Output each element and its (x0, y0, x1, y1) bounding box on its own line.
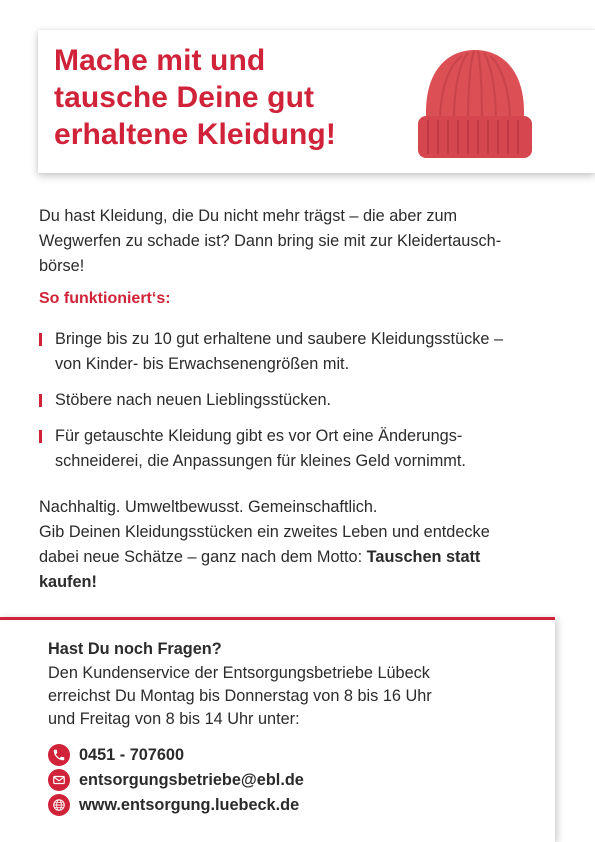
headline-line: erhaltene Kleidung! (54, 118, 336, 151)
contact-title: Hast Du noch Fragen? (48, 640, 222, 658)
outro-line: dabei neue Schätze – ganz nach dem Motto: (39, 548, 367, 566)
intro-line: Du hast Kleidung, die Du nicht mehr trägst – die aber zum (39, 207, 458, 225)
list-item (39, 327, 559, 377)
outro-line: Nachhaltig. Umweltbewusst. Gemeinschaftlich. (39, 498, 378, 516)
list-item (39, 388, 559, 413)
globe-icon (48, 794, 70, 816)
headline (54, 42, 414, 153)
step-line: von Kinder- bis Erwachsenengrößen mit. (55, 355, 350, 373)
contact-line: erreichst Du Montag bis Donnerstag von 8 bis 16 Uhr (48, 687, 432, 705)
bullet-marker-icon (39, 394, 42, 407)
phone-icon (48, 744, 70, 766)
headline-line: tausche Deine gut (54, 81, 315, 114)
step-line: schneiderei, die Anpassungen für kleines Geld vornimmt. (55, 452, 466, 470)
list-item (39, 424, 559, 474)
website-contact[interactable] (48, 794, 299, 816)
bullet-marker-icon (39, 333, 42, 346)
contact-box (0, 617, 555, 842)
step-line: Bringe bis zu 10 gut erhaltene und saubere Kleidungsstücke – (55, 330, 504, 348)
intro-line: Wegwerfen zu schade ist? Dann bring sie mit zur Kleidertausch- (39, 232, 502, 250)
email-link[interactable]: entsorgungsbetriebe@ebl.de (79, 770, 304, 789)
step-line: Für getauschte Kleidung gibt es vor Ort eine Änderungs- (55, 427, 463, 445)
contact-line: Den Kundenservice der Entsorgungsbetriebe Lübeck (48, 664, 430, 682)
phone-number[interactable]: 0451 - 707600 (79, 745, 185, 764)
email-contact[interactable] (48, 769, 304, 791)
bullet-marker-icon (39, 430, 42, 443)
website-link[interactable]: www.entsorgung.luebeck.de (79, 795, 300, 814)
outro-line: Gib Deinen Kleidungsstücken ein zweites Leben und entdecke (39, 523, 490, 541)
envelope-icon (48, 769, 70, 791)
steps-list (39, 327, 559, 485)
header-box (38, 30, 595, 173)
contact-text (48, 662, 528, 731)
motto-text: Tauschen statt (366, 548, 481, 566)
intro-line: börse! (39, 257, 85, 275)
step-line: Stöbere nach neuen Lieblingsstücken. (55, 391, 332, 409)
motto-text: kaufen! (39, 573, 97, 591)
outro-text (39, 495, 559, 595)
beanie-hat-illustration (410, 36, 540, 166)
phone-contact[interactable] (48, 744, 184, 766)
intro-text (39, 204, 559, 279)
howto-title: So funktioniert‘s: (39, 290, 171, 307)
contact-line: und Freitag von 8 bis 14 Uhr unter: (48, 710, 300, 728)
headline-line: Mache mit und (54, 44, 266, 77)
